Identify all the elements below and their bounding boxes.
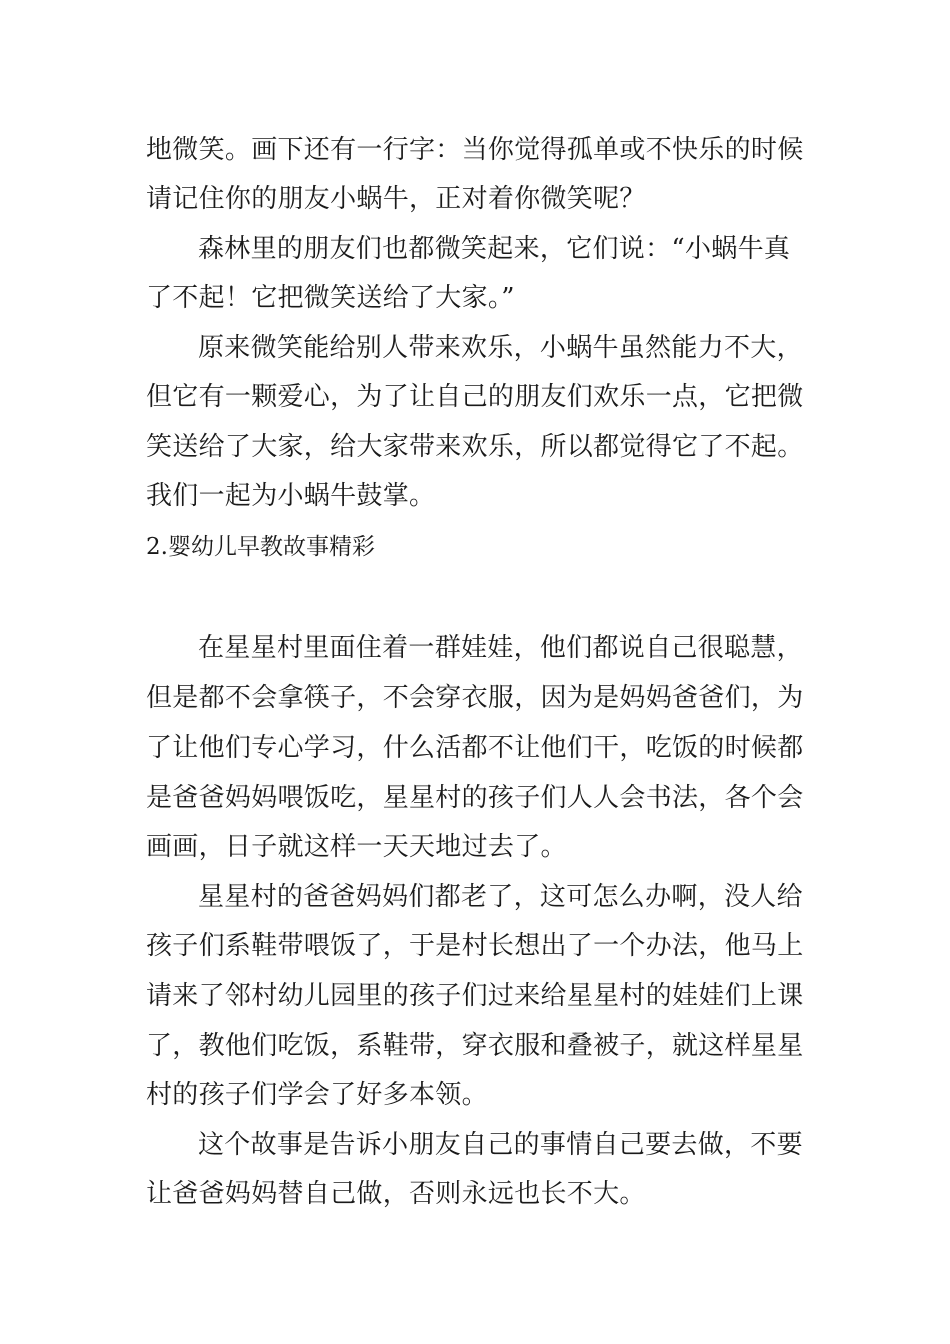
paragraph-line: 请来了邻村幼儿园里的孩子们过来给星星村的娃娃们上课 bbox=[146, 981, 804, 1011]
paragraph-line: 请记住你的朋友小蜗牛，正对着你微笑呢？ bbox=[146, 184, 646, 214]
paragraph-line: 森林里的朋友们也都微笑起来，它们说：“小蜗牛真 bbox=[198, 234, 791, 264]
paragraph-line: 画画，日子就这样一天天地过去了。 bbox=[146, 832, 567, 862]
paragraph-line: 让爸爸妈妈替自己做，否则永远也长不大。 bbox=[146, 1179, 646, 1209]
paragraph-line: 村的孩子们学会了好多本领。 bbox=[146, 1080, 488, 1110]
paragraph-line: 孩子们系鞋带喂饭了，于是村长想出了一个办法，他马上 bbox=[146, 931, 804, 961]
paragraph-line: 了，教他们吃饭，系鞋带，穿衣服和叠被子，就这样星星 bbox=[146, 1031, 804, 1061]
section-heading: 2.婴幼儿早教故事精彩 bbox=[146, 534, 375, 560]
paragraph-line: 星星村的爸爸妈妈们都老了，这可怎么办啊，没人给 bbox=[198, 882, 803, 912]
paragraph-line: 笑送给了大家，给大家带来欢乐，所以都觉得它了不起。 bbox=[146, 432, 804, 462]
paragraph-line: 是爸爸妈妈喂饭吃，星星村的孩子们人人会书法，各个会 bbox=[146, 783, 804, 813]
paragraph-line: 了不起！它把微笑送给了大家。” bbox=[146, 283, 515, 313]
paragraph-line: 了让他们专心学习，什么活都不让他们干，吃饭的时候都 bbox=[146, 733, 804, 763]
paragraph-line: 地微笑。画下还有一行字：当你觉得孤单或不快乐的时候 bbox=[146, 135, 804, 165]
paragraph-line: 在星星村里面住着一群娃娃，他们都说自己很聪慧， bbox=[198, 633, 803, 663]
paragraph-line: 但是都不会拿筷子，不会穿衣服，因为是妈妈爸爸们，为 bbox=[146, 683, 804, 713]
paragraph-line: 我们一起为小蜗牛鼓掌。 bbox=[146, 481, 436, 511]
paragraph-line: 原来微笑能给别人带来欢乐，小蜗牛虽然能力不大， bbox=[198, 333, 803, 363]
paragraph-line: 这个故事是告诉小朋友自己的事情自己要去做，不要 bbox=[198, 1130, 803, 1160]
paragraph-line: 但它有一颗爱心，为了让自己的朋友们欢乐一点，它把微 bbox=[146, 382, 804, 412]
